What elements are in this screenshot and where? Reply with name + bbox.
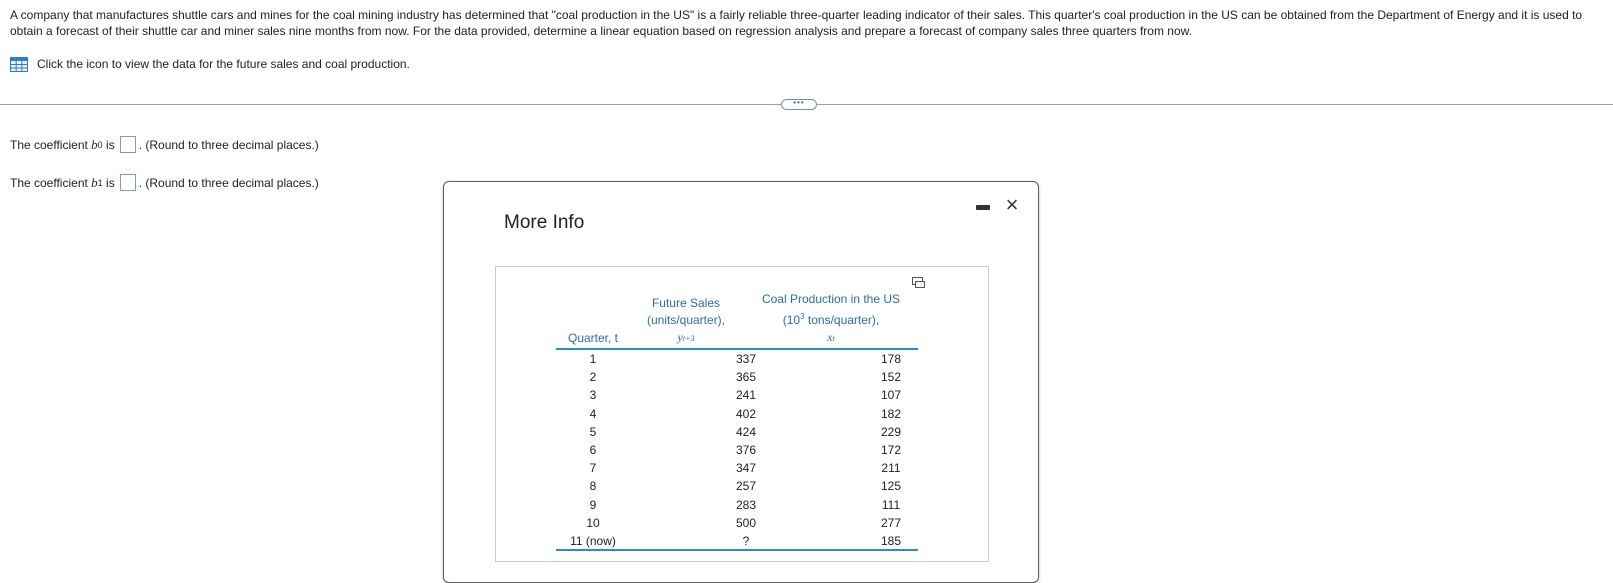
coefficient-b0-sub: 0 bbox=[97, 139, 103, 150]
table-row: 8 257 125 bbox=[589, 479, 902, 494]
problem-statement: A company that manufactures shuttle cars and mines for the coal mining industry has determined that "coal production in the US" is a fairly reliable three-quarter leading indicator of their sales. This quarter's coal production in the US can be obtained from the Department of Energy and it is used to obtain a forecast of their shuttle car and miner sales nine months from now. For the data provided, determine a linear equation based on regression analysis and prepare a forecast of company sales three quarters from now. bbox=[10, 8, 1583, 38]
header-sales-line1: Future Sales bbox=[651, 296, 721, 310]
dialog-title: More Info bbox=[504, 212, 585, 233]
coefficient-b1-symbol: b bbox=[91, 174, 98, 190]
minimize-button[interactable] bbox=[976, 205, 990, 210]
coefficient-b0-row bbox=[10, 136, 319, 153]
coefficient-b1-prefix: The coefficient bbox=[10, 175, 88, 190]
table-row: 11 (now) ? 185 bbox=[570, 533, 902, 548]
table-row: 9 283 111 bbox=[589, 497, 901, 512]
table-row: 5 424 229 bbox=[589, 424, 902, 439]
table-row: 6 376 172 bbox=[589, 442, 902, 457]
coefficient-b1-row bbox=[10, 174, 319, 191]
table-row: 1 337 178 bbox=[589, 352, 902, 366]
table-body bbox=[556, 350, 918, 550]
table-row: 4 402 182 bbox=[589, 406, 902, 421]
header-sales-symbol: yt+3 bbox=[677, 330, 695, 344]
close-button[interactable]: × bbox=[1005, 192, 1019, 217]
view-data-link[interactable] bbox=[10, 55, 410, 73]
coefficient-b0-prefix: The coefficient bbox=[10, 137, 88, 152]
table-row: 3 241 107 bbox=[589, 388, 902, 403]
more-options-button[interactable]: ••• bbox=[781, 99, 817, 110]
coefficient-b0-hint: . (Round to three decimal places.) bbox=[138, 137, 319, 152]
header-coal-symbol: xt bbox=[827, 330, 835, 344]
header-coal-line1: Coal Production in the US bbox=[761, 292, 901, 306]
header-sales-line2: (units/quarter), bbox=[646, 313, 726, 327]
coefficient-b0-symbol: b bbox=[91, 136, 98, 152]
coefficient-b1-sub: 1 bbox=[97, 177, 103, 188]
coefficient-b1-is: is bbox=[106, 175, 115, 190]
view-data-label[interactable]: Click the icon to view the data for the future sales and coal production. bbox=[37, 57, 410, 71]
coefficient-b1-hint: . (Round to three decimal places.) bbox=[138, 175, 319, 190]
copy-icon[interactable] bbox=[912, 277, 924, 288]
more-info-dialog bbox=[443, 181, 1039, 583]
coefficient-b0-is: is bbox=[106, 137, 115, 152]
b0-answer-input[interactable] bbox=[120, 136, 136, 153]
header-future-sales bbox=[631, 295, 741, 347]
header-coal-production bbox=[746, 291, 916, 347]
table-row: 7 347 211 bbox=[589, 461, 901, 476]
b1-answer-input[interactable] bbox=[120, 174, 136, 191]
header-coal-line2: ($10^3$ tons/quarter), bbox=[782, 312, 880, 327]
table-row: 10 500 277 bbox=[586, 515, 902, 530]
header-quarter: Quarter, t bbox=[567, 331, 619, 345]
data-table bbox=[495, 266, 989, 562]
footer-rule bbox=[556, 549, 918, 551]
table-grid-icon[interactable] bbox=[10, 57, 28, 72]
table-row: 2 365 152 bbox=[589, 370, 902, 385]
